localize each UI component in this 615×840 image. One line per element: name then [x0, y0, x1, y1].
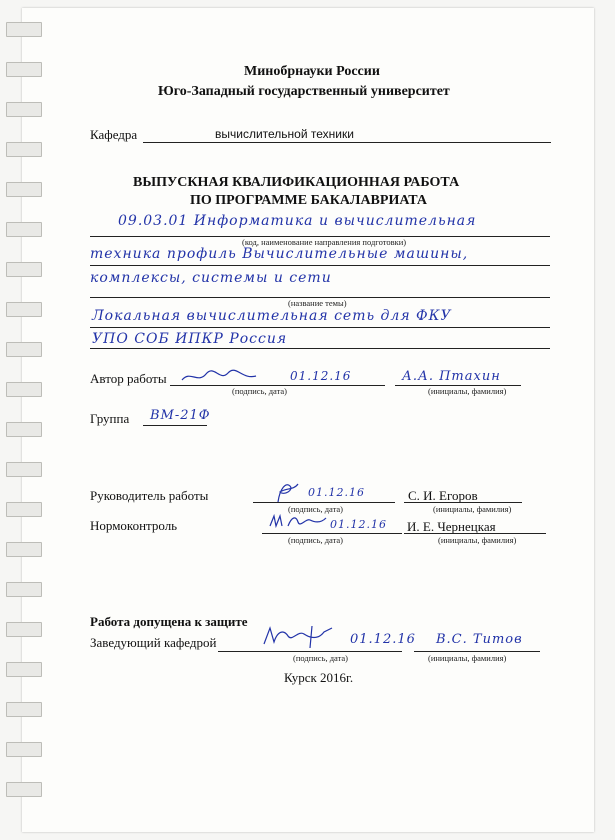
- binding-hole: [6, 62, 42, 77]
- head-of-department-label: Заведующий кафедрой: [90, 635, 217, 650]
- admission-heading: Работа допущена к защите: [90, 614, 248, 629]
- thesis-title-line1: ВЫПУСКНАЯ КВАЛИФИКАЦИОННАЯ РАБОТА: [133, 175, 460, 190]
- binding-hole: [6, 782, 42, 797]
- supervisor-sign-caption: (подпись, дата): [288, 504, 344, 514]
- author-name-caption: (инициалы, фамилия): [428, 386, 507, 396]
- topic-underline-1: [90, 327, 550, 328]
- head-name-handwritten: В.С. Титов: [436, 632, 523, 647]
- direction-handwritten-line3: комплексы, системы и сети: [90, 270, 332, 286]
- binding-hole: [6, 142, 42, 157]
- head-sign-caption: (подпись, дата): [293, 653, 349, 663]
- head-signature-date: 01.12.16: [350, 632, 416, 647]
- binding-hole: [6, 302, 42, 317]
- binding-hole: [6, 702, 42, 717]
- normcontrol-sign-underline: [262, 533, 402, 534]
- author-sign-caption: (подпись, дата): [232, 386, 288, 396]
- head-name-caption: (инициалы, фамилия): [428, 653, 507, 663]
- department-label: Кафедра: [90, 127, 138, 142]
- head-signature: [262, 624, 342, 650]
- normcontrol-label: Нормоконтроль: [90, 518, 178, 533]
- binding-hole: [6, 582, 42, 597]
- supervisor-sign-underline: [253, 502, 395, 503]
- author-name-handwritten: А.А. Птахин: [402, 369, 501, 384]
- department-value: вычислительной техники: [215, 127, 354, 141]
- normcontrol-name: И. Е. Чернецкая: [407, 519, 496, 534]
- binding-hole: [6, 342, 42, 357]
- head-name-underline: [414, 651, 540, 652]
- direction-underline-2: [90, 265, 550, 266]
- binding-hole: [6, 22, 42, 37]
- direction-handwritten-line2: техника профиль Вычислительные машины,: [90, 246, 469, 262]
- binding-hole: [6, 102, 42, 117]
- binding-holes: [0, 0, 42, 840]
- ministry-name: Минобрнауки России: [244, 64, 380, 79]
- binding-hole: [6, 422, 42, 437]
- binding-hole: [6, 542, 42, 557]
- city-year: Курск 2016г.: [284, 670, 354, 685]
- department-underline: [143, 142, 551, 143]
- group-label: Группа: [90, 411, 130, 426]
- topic-underline-2: [90, 348, 550, 349]
- topic-caption: (название темы): [288, 298, 347, 308]
- normcontrol-signature-date: 01.12.16: [330, 518, 387, 531]
- binding-hole: [6, 222, 42, 237]
- binding-hole: [6, 662, 42, 677]
- author-signature: [180, 368, 260, 386]
- supervisor-label: Руководитель работы: [90, 488, 209, 503]
- supervisor-name-caption: (инициалы, фамилия): [433, 504, 512, 514]
- author-signature-date: 01.12.16: [290, 369, 352, 383]
- head-sign-underline: [218, 651, 402, 652]
- binding-hole: [6, 182, 42, 197]
- university-name: Юго-Западный государственный университет: [158, 84, 450, 99]
- binding-hole: [6, 622, 42, 637]
- binding-hole: [6, 742, 42, 757]
- group-underline: [143, 425, 207, 426]
- topic-handwritten-line2: УПО СОБ ИПКР Россия: [92, 331, 288, 347]
- normcontrol-name-caption: (инициалы, фамилия): [438, 535, 517, 545]
- direction-handwritten-line1: 09.03.01 Информатика и вычислительная: [118, 213, 477, 229]
- normcontrol-name-underline: [404, 533, 546, 534]
- thesis-title-line2: ПО ПРОГРАММЕ БАКАЛАВРИАТА: [190, 193, 427, 208]
- supervisor-signature-date: 01.12.16: [308, 486, 365, 499]
- direction-caption: (код, наименование направления подготовки): [242, 237, 407, 247]
- normcontrol-sign-caption: (подпись, дата): [288, 535, 344, 545]
- author-label: Автор работы: [90, 371, 167, 386]
- binding-hole: [6, 262, 42, 277]
- supervisor-name: С. И. Егоров: [408, 488, 478, 503]
- binding-hole: [6, 462, 42, 477]
- topic-handwritten-line1: Локальная вычислительная сеть для ФКУ: [92, 308, 452, 324]
- supervisor-name-underline: [404, 502, 522, 503]
- binding-hole: [6, 382, 42, 397]
- group-value: ВМ-21Ф: [150, 408, 211, 423]
- binding-hole: [6, 502, 42, 517]
- normcontrol-signature: [268, 512, 328, 532]
